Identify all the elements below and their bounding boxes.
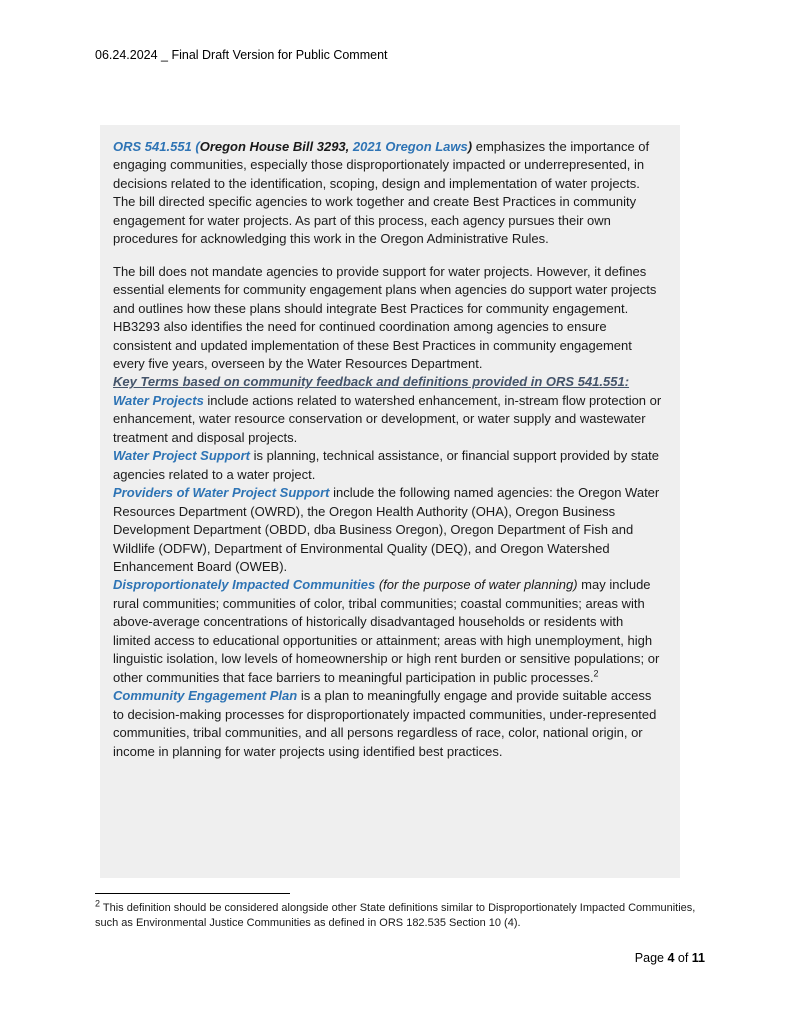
term-disproportionately-impacted-communities bbox=[113, 576, 664, 687]
intro-paragraph-1-body: emphasizes the importance of engaging communities, especially those disproportionately impacted or underrepresented, in decisions related to the identification, scoping, design and implementation of water projects. The bill directed specific agencies to work together and create Best Practices in community engagement for water projects. As part of this process, each agency pursues their own procedures for acknowledging this work in the Oregon Administrative Rules. bbox=[113, 139, 650, 247]
term-name: Water Project Support bbox=[113, 448, 251, 464]
page-number bbox=[635, 951, 705, 965]
ors-reference-text: ORS 541.551 ( bbox=[113, 139, 200, 154]
intro-paragraph-1 bbox=[113, 138, 664, 249]
footnote-marker: 2 bbox=[95, 898, 101, 909]
term-name: Community Engagement Plan bbox=[113, 688, 298, 704]
term-definition: include the following named agencies: the Oregon Water Resources Department (OWRD), the Oregon Health Authority (OHA), Oregon Business Development Department (OBDD, dba Business Oregon), Oregon Department of Fish and Wildlife (ODFW), Department of Environmental Quality (DEQ), and Oregon Watershed Enhancement Board (OWEB). bbox=[113, 485, 660, 574]
term-name: Disproportionately Impacted Communities bbox=[113, 577, 376, 593]
term-community-engagement-plan bbox=[113, 687, 664, 761]
document-header: 06.24.2024 _ Final Draft Version for Public Comment bbox=[95, 48, 388, 62]
page-number-middle: of bbox=[674, 951, 692, 965]
house-bill-text: Oregon House Bill 3293, bbox=[199, 139, 350, 154]
page-number-current: 4 bbox=[667, 951, 675, 965]
term-definition: is planning, technical assistance, or financial support provided by state agencies related to a water project. bbox=[113, 448, 660, 482]
term-water-projects bbox=[113, 392, 664, 447]
term-name: Water Projects bbox=[113, 392, 204, 408]
term-definition: is a plan to meaningfully engage and provide suitable access to decision-making processes for disproportionately impacted communities, under-represented communities, tribal communities, and all persons regardless of race, color, national origin, or income in planning for water projects using identified best practices. bbox=[113, 688, 657, 759]
term-providers-of-water-project-support bbox=[113, 484, 664, 576]
oregon-laws-text: 2021 Oregon Laws bbox=[349, 139, 468, 154]
term-water-project-support bbox=[113, 447, 664, 484]
term-definition: include actions related to watershed enhancement, in-stream flow protection or enhancement, water resource conservation or development, or water supply and wastewater treatment and disposal projects. bbox=[113, 392, 662, 445]
term-name: Providers of Water Project Support bbox=[113, 485, 330, 501]
footnote-body: This definition should be considered alongside other State definitions similar to Disproportionately Impacted Communities, such as Environmental Justice Communities as defined in ORS 182.535 Section 10 (4). bbox=[95, 902, 696, 930]
footnote-divider bbox=[95, 893, 290, 894]
term-definition: may include rural communities; communities of color, tribal communities; coastal communities; areas with above-average concentrations of historically disadvantaged households or residents with limited access to educational opportunities or attainment; areas with high unemployment, high linguistic isolation, low levels of homeownership or high rent burden or sensitive populations; or other communities that face barriers to meaningful participation in public processes. bbox=[113, 577, 660, 685]
intro-paragraph-2: The bill does not mandate agencies to provide support for water projects. However, it defines essential elements for community engagement plans when agencies do support water projects and outlines how these plans should integrate Best Practices for community engagement. HB3293 also identifies the need for continued coordination among agencies to ensure consistent and updated implementation of these Best Practices in community engagement every five years, overseen by the Water Resources Department. bbox=[113, 263, 657, 371]
close-paren-text: ) bbox=[467, 139, 473, 154]
term-parenthetical-note: (for the purpose of water planning) bbox=[375, 577, 578, 593]
key-terms-heading: Key Terms based on community feedback and definitions provided in ORS 541.551: bbox=[113, 374, 630, 390]
footnote-area bbox=[95, 893, 707, 932]
page-number-prefix: Page bbox=[634, 951, 668, 965]
content-box bbox=[100, 125, 680, 878]
footnote-reference: 2 bbox=[593, 668, 599, 679]
page-number-total: 11 bbox=[691, 951, 705, 965]
footnote-text bbox=[95, 898, 707, 932]
